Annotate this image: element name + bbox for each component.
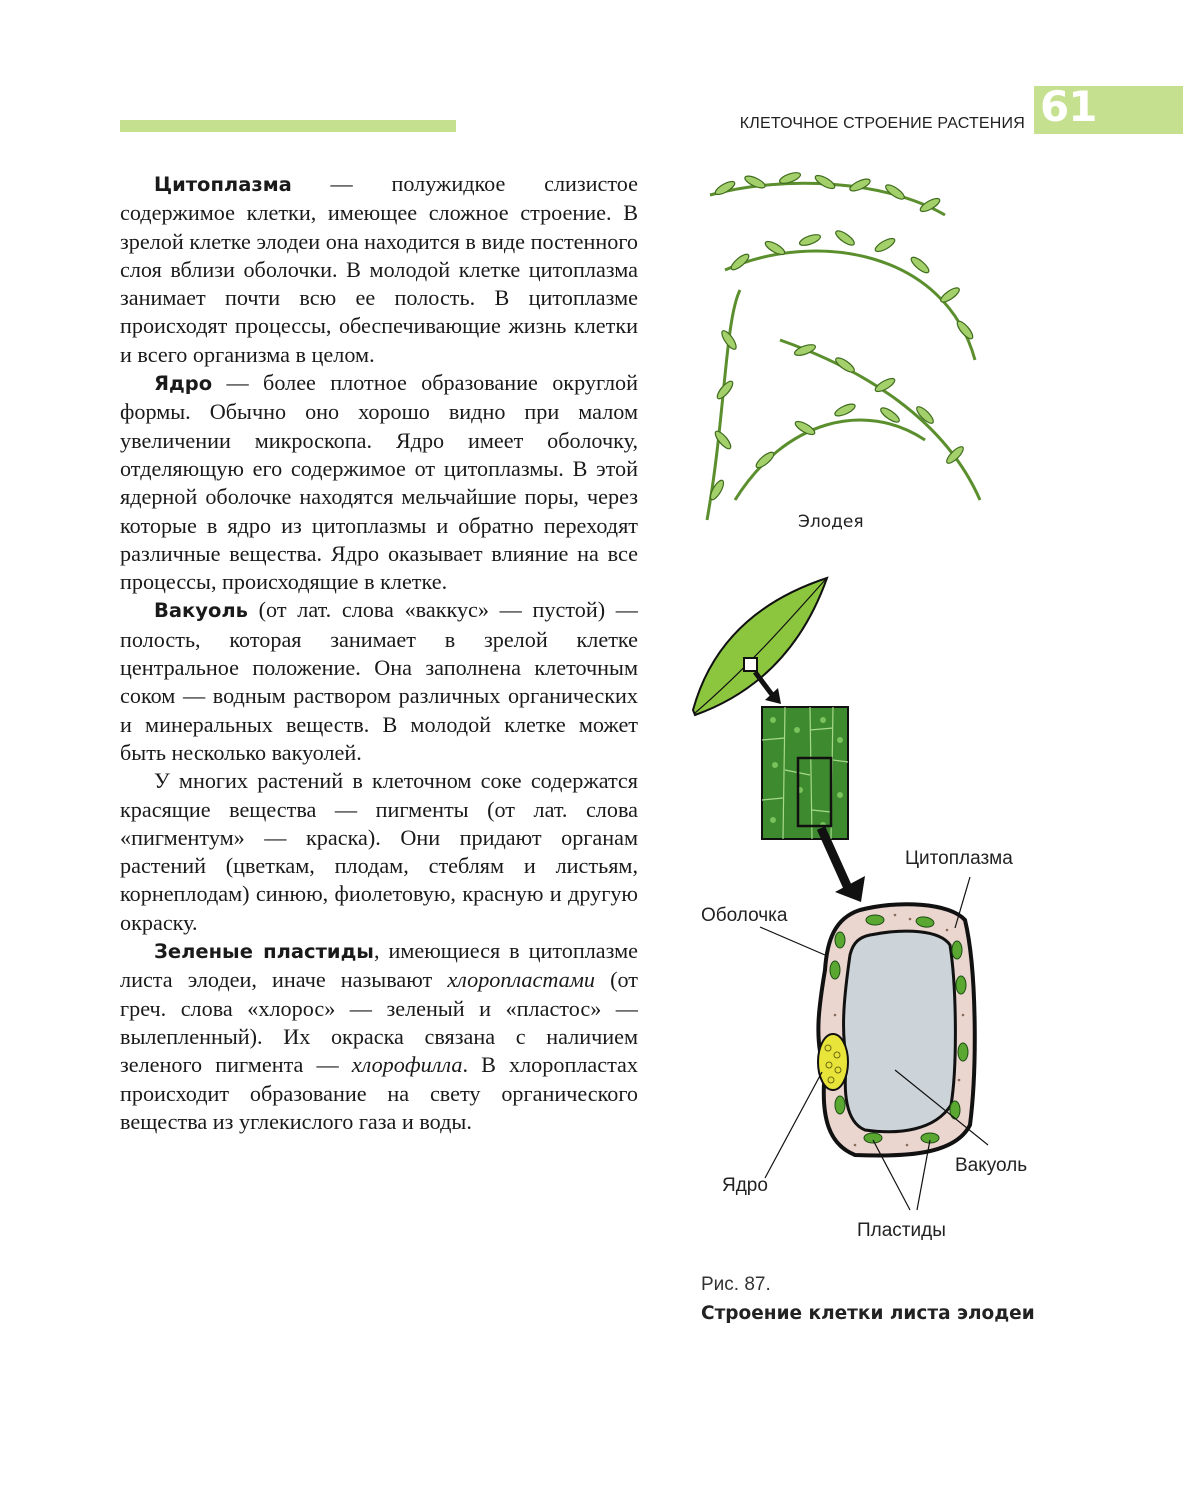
paragraph-vacuole: Вакуоль (от лат. слова «ваккус» — пустой) — полость, которая занимает в зрелой клетке центральное положение. Она заполнена клеточным соком — водным раствором различных органических и минеральных веществ. В молодой клетке может быть несколько вакуолей. [120, 597, 638, 765]
term-plastids: Зеленые пластиды [154, 940, 374, 964]
label-plastids: Пластиды [857, 1220, 946, 1241]
paragraph-pigments: У многих растений в клеточном соке содержатся красящие вещества — пигменты (от лат. слова «пигментум» — краска). Они придают органам растений (цветкам, плодам, стеблям и листьям, корнеплодам) синюю, фиолетовую, красную и другую окраску. [120, 768, 638, 935]
label-nucleus: Ядро [722, 1175, 768, 1196]
label-cytoplasm: Цитоплазма [905, 848, 1013, 869]
paragraph-nucleus: Ядро — более плотное образование округлой формы. Обычно оно хорошо видно при малом увеличении микроскопа. Ядро имеет оболочку, отделяющую его содержимое от цитоплазмы. В этой ядерной оболочке находятся мельчайшие поры, через которые в ядро из цитоплазмы и обратно переходят различные вещества. Ядро оказывает влияние на все процессы, происходящие в клетке. [120, 370, 638, 595]
term-nucleus: Ядро [154, 372, 213, 396]
running-head: КЛЕТОЧНОЕ СТРОЕНИЕ РАСТЕНИЯ [739, 115, 1025, 132]
figure-number: Рис. 87. [701, 1274, 771, 1295]
term-vacuole: Вакуоль [154, 599, 248, 623]
elodea-label: Элодея [798, 512, 864, 532]
elodea-plant-illustration [695, 170, 1005, 540]
label-vacuole: Вакуоль [955, 1155, 1028, 1176]
figure-caption: Строение клетки листа элодеи [701, 1303, 1035, 1324]
term-cytoplasm: Цитоплазма [154, 173, 292, 196]
body-text [120, 170, 638, 1136]
cell-vacuole [844, 931, 956, 1132]
page-number: 61 [1040, 82, 1097, 131]
leaf-shape [693, 578, 827, 715]
paragraph-cytoplasm: Цитоплазма — полужидкое слизистое содержимое клетки, имеющее сложное строение. В зрелой клетке элодеи она находится в виде постенного слоя вблизи оболочки. В молодой клетке цитоплазма занимает почти всю ее полость. В цитоплазме происходят процессы, обеспечивающие жизнь клетки и всего организма в целом. [120, 171, 638, 367]
paragraph-plastids: Зеленые пластиды, имеющиеся в цитоплазме листа элодеи, иначе называют хлоропластами (от греч. слова «хлорос» — зеленый и «пластос» — вылепленный). Их окраска связана с наличием зеленого пигмента — хлорофилла. В хлоропластах происходит образование на свету органического вещества из углекислого газа и воды. [120, 938, 638, 1134]
label-wall: Оболочка [701, 905, 788, 926]
header-accent-bar [120, 120, 456, 132]
